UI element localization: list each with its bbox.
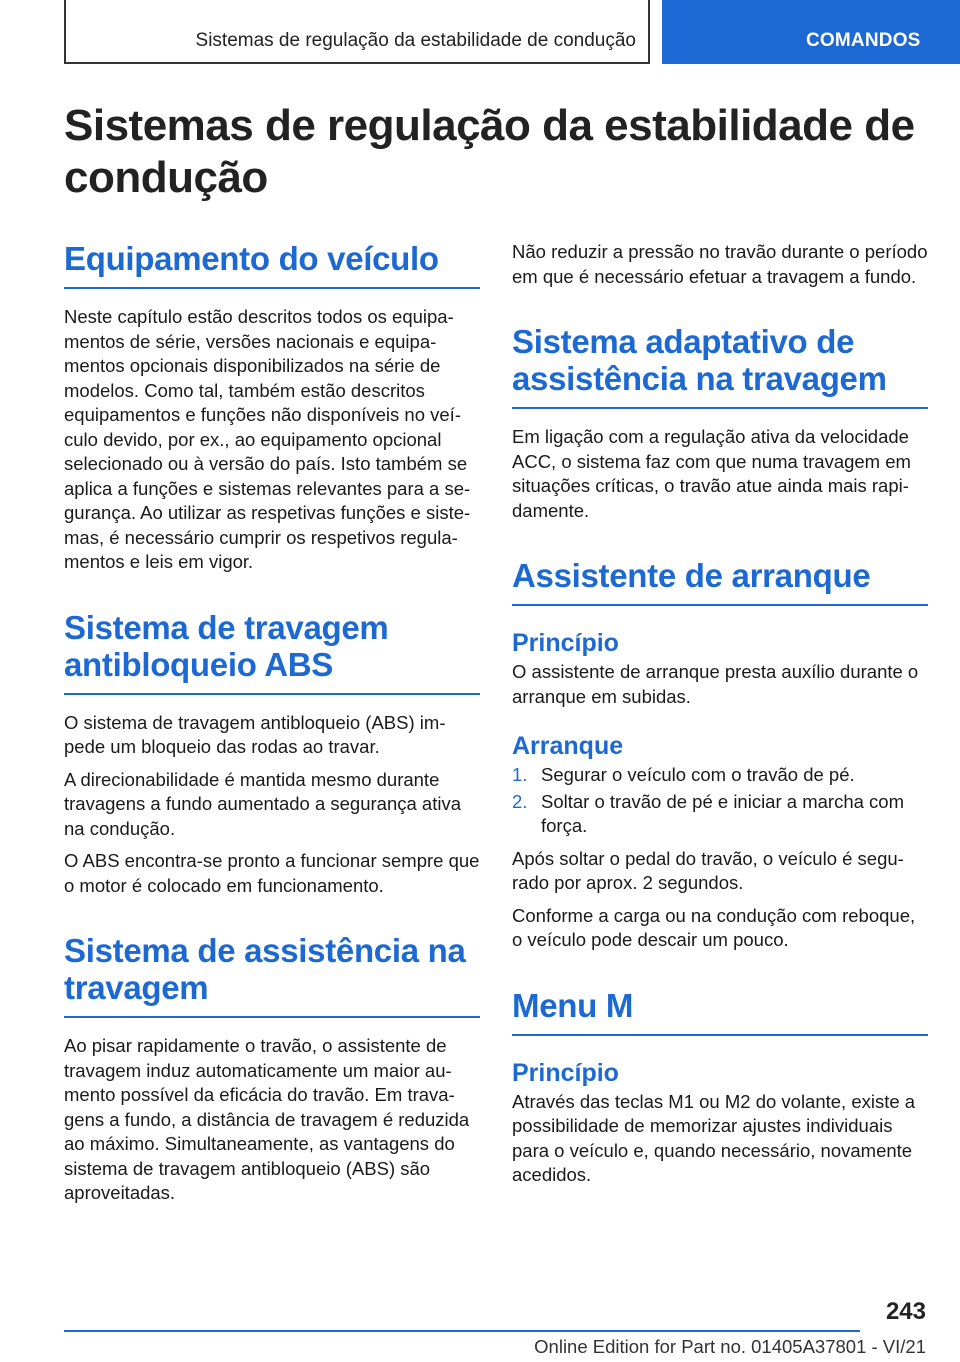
subheading-principle: Princípio <box>512 629 619 657</box>
paragraph: O ABS encontra-se pronto a funcionar sempre que o motor é colocado em funcionamento. <box>64 850 480 896</box>
footer-edition: Online Edition for Part no. 01405A37801 - VI/21 <box>534 1336 926 1357</box>
section-heading-drive-off-assistant: Assistente de arranque <box>512 557 928 606</box>
paragraph: Ao pisar rapidamente o travão, o assistente de travagem induz automaticamente um maior aumento possível da eficácia do travão. Em travagens a fundo, a distância de travagem é reduzida ao máximo. Simultaneamente, as vantagens do sistema de travagem antibloqueio (ABS) são aproveitadas. <box>64 1035 470 1203</box>
chapter-tab: COMANDOS <box>662 0 960 64</box>
paragraph: O assistente de arranque presta auxílio durante o arranque em subidas. <box>512 661 919 707</box>
section-heading-vehicle-equipment: Equipamento do veículo <box>64 240 480 289</box>
step-number: 1. <box>512 764 528 785</box>
section-heading-adaptive-brake-assist: Sistema adaptativo de assistência na travagem <box>512 323 928 409</box>
section-heading-m-menu: Menu M <box>512 987 928 1036</box>
subheading-principle: Princípio <box>512 1058 619 1087</box>
paragraph: Após soltar o pedal do travão, o veículo é segurado por aprox. 2 segundos. <box>512 847 904 893</box>
step-text: Soltar o travão de pé e iniciar a marcha com força. <box>541 790 904 836</box>
right-column <box>512 240 928 1188</box>
section-heading-brake-assist: Sistema de assistência na travagem <box>64 932 480 1018</box>
list-item <box>512 790 928 839</box>
paragraph: O sistema de travagem antibloqueio (ABS) impede um bloqueio das rodas ao travar. <box>64 711 446 757</box>
running-header-title: Sistemas de regulação da estabilidade de condução <box>195 30 636 51</box>
paragraph: Não reduzir a pressão no travão durante o período em que é necessário efetuar a travagem a fundo. <box>512 241 928 287</box>
page-number: 243 <box>885 1298 926 1325</box>
paragraph: Através das teclas M1 ou M2 do volante, existe a possibilidade de memorizar ajustes individuais para o veículo e, quando necessário, novamente acedidos. <box>512 1090 916 1185</box>
step-number: 2. <box>512 790 528 812</box>
paragraph: Em ligação com a regulação ativa da velocidade ACC, o sistema faz com que numa travagem em situações críticas, o travão atue ainda mais rapidamente. <box>512 426 911 521</box>
left-column <box>64 240 480 1206</box>
paragraph: Neste capítulo estão descritos todos os equipamentos de série, versões nacionais e equipamentos opcionais disponibilizados na série de modelos. Como tal, também estão descritos equipamentos e funções não disponíveis no veículo devido, por ex., ao equipamento opcional selecionado ou à versão do país. Isto também se aplica a funções e sistemas relevantes para a segurança. Ao utilizar as respetivas funções e sistemas, é necessário cumprir os respetivos regulamentos e leis em vigor. <box>64 306 471 572</box>
running-header <box>64 0 650 64</box>
step-text: Segurar o veículo com o travão de pé. <box>541 764 855 785</box>
footer-divider <box>64 1330 860 1332</box>
paragraph: A direcionabilidade é mantida mesmo durante travagens a fundo aumentado a segurança ativa na condução. <box>64 768 462 839</box>
section-heading-abs: Sistema de travagem antibloqueio ABS <box>64 609 480 695</box>
page-title: Sistemas de regulação da estabilidade de condução <box>64 101 915 202</box>
steps-list <box>512 763 928 839</box>
paragraph: Conforme a carga ou na condução com reboque, o veículo pode descair um pouco. <box>512 904 916 950</box>
subheading-drive-off: Arranque <box>512 732 624 760</box>
list-item <box>512 763 928 788</box>
